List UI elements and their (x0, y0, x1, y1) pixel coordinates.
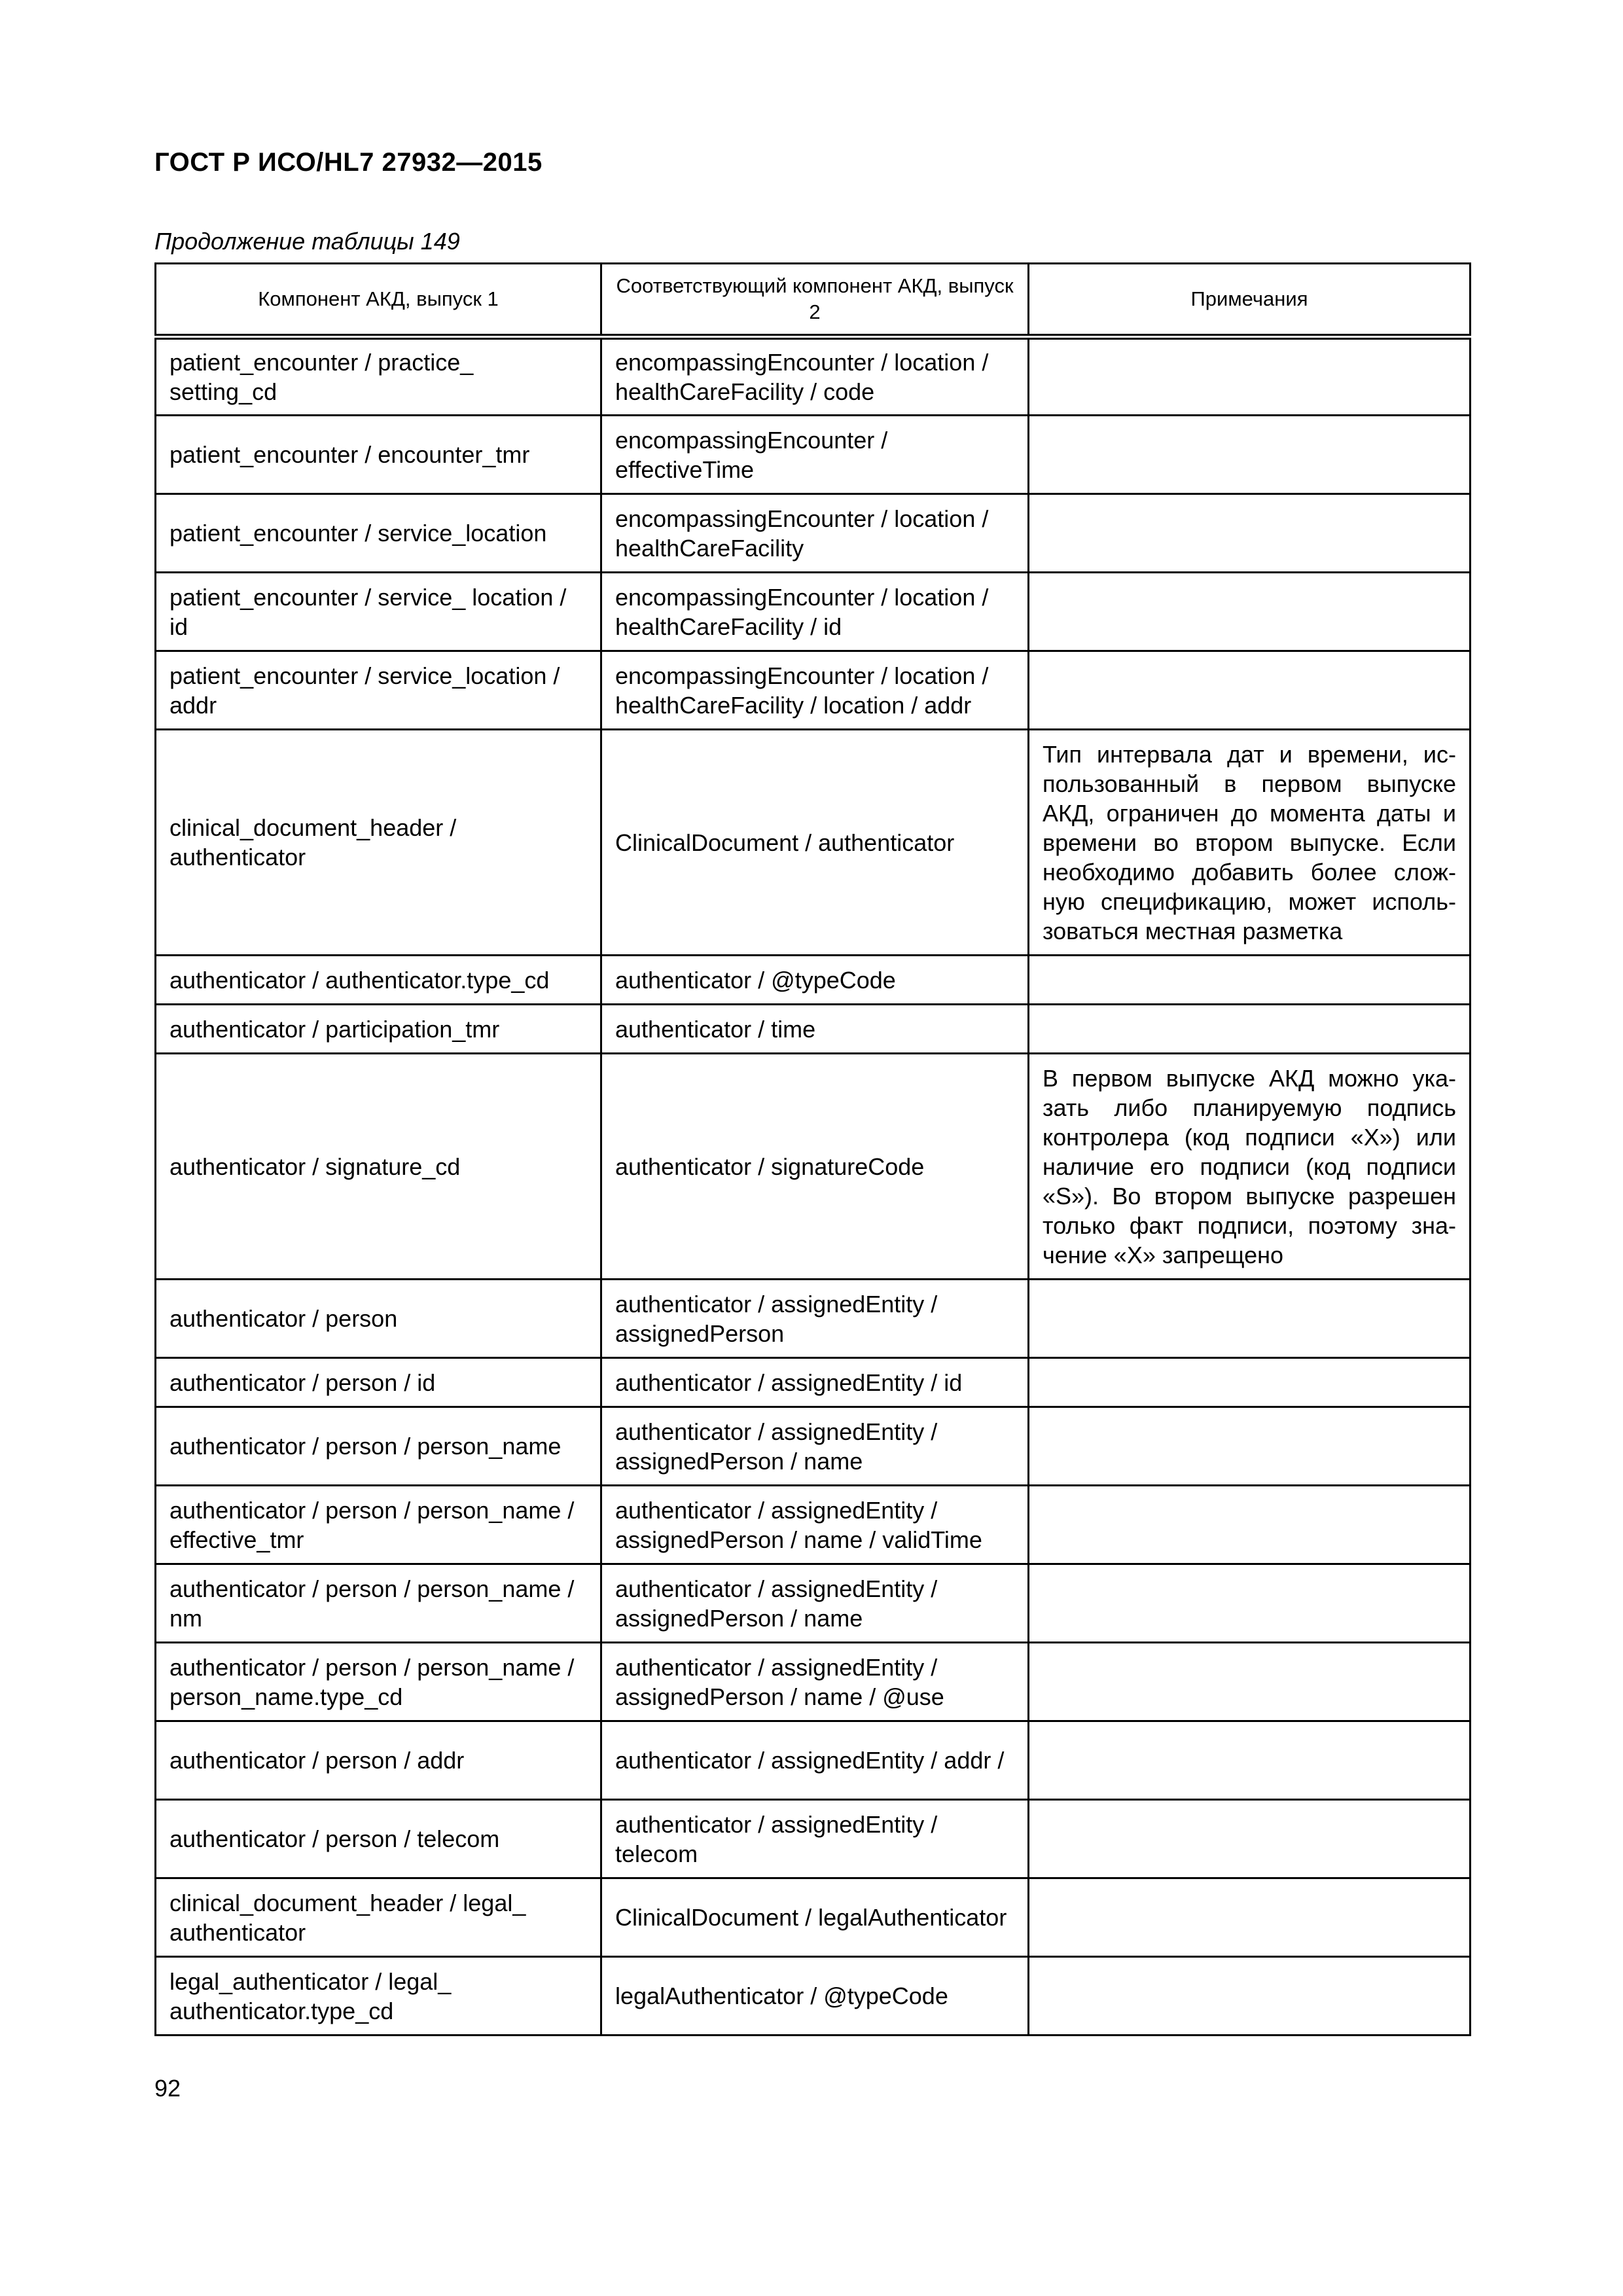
cell-release1: patient_encounter / service_location / addr (156, 651, 601, 730)
table-row (156, 1643, 1471, 1721)
cell-release1: patient_encounter / service_ location / id (156, 573, 601, 651)
cell-notes (1029, 1407, 1471, 1486)
cell-release1: authenticator / person / id (156, 1358, 601, 1407)
cell-release1: authenticator / person / person_name / person_name.type_cd (156, 1643, 601, 1721)
cell-notes (1029, 1800, 1471, 1878)
cell-release1: legal_authenticator / legal_ authenticator.type_cd (156, 1957, 601, 2036)
cell-notes (1029, 1643, 1471, 1721)
cell-release2: encompassingEncounter / effectiveTime (601, 416, 1029, 494)
column-header-release1: Компонент АКД, выпуск 1 (156, 264, 601, 337)
cell-release2: encompassingEncounter / location / healthCareFacility / code (601, 337, 1029, 416)
cell-notes (1029, 1878, 1471, 1957)
cell-release2: ClinicalDocument / authenticator (601, 730, 1029, 956)
cell-release2: authenticator / assignedEntity / assignedPerson / name (601, 1407, 1029, 1486)
table-row (156, 651, 1471, 730)
cell-notes (1029, 651, 1471, 730)
cell-release1: authenticator / person / person_name (156, 1407, 601, 1486)
cell-release1: authenticator / person / addr (156, 1721, 601, 1800)
table-row (156, 1358, 1471, 1407)
cell-notes (1029, 573, 1471, 651)
cell-release1: authenticator / person / telecom (156, 1800, 601, 1878)
cell-release2: legalAuthenticator / @typeCode (601, 1957, 1029, 2036)
cell-notes (1029, 337, 1471, 416)
cell-notes (1029, 1358, 1471, 1407)
cell-release1: patient_encounter / practice_ setting_cd (156, 337, 601, 416)
cell-release1: clinical_document_header / legal_ authenticator (156, 1878, 601, 1957)
cell-release1: authenticator / person / person_name / effective_tmr (156, 1486, 601, 1564)
table-row (156, 1486, 1471, 1564)
cell-release2: authenticator / assignedEntity / assignedPerson / name / validTime (601, 1486, 1029, 1564)
table-row (156, 494, 1471, 573)
table-row (156, 1878, 1471, 1957)
cell-release2: authenticator / assignedEntity / assignedPerson / name / @use (601, 1643, 1029, 1721)
page-number: 92 (154, 2075, 181, 2102)
table-row (156, 337, 1471, 416)
cell-release2: encompassingEncounter / location / healthCareFacility / id (601, 573, 1029, 651)
column-header-release2: Соответствующий компонент АКД, выпуск 2 (601, 264, 1029, 337)
table-row (156, 573, 1471, 651)
cell-notes (1029, 956, 1471, 1005)
table-row (156, 730, 1471, 956)
cell-notes (1029, 1564, 1471, 1643)
cell-release2: ClinicalDocument / legalAuthenticator (601, 1878, 1029, 1957)
cell-release1: authenticator / person / person_name / nm (156, 1564, 601, 1643)
table-row (156, 1721, 1471, 1800)
table-row (156, 1054, 1471, 1280)
cell-release1: authenticator / authenticator.type_cd (156, 956, 601, 1005)
cell-release2: authenticator / assignedEntity / telecom (601, 1800, 1029, 1878)
table-header-row (156, 264, 1471, 337)
cell-notes (1029, 1005, 1471, 1054)
cell-release2: authenticator / assignedEntity / assignedPerson / name (601, 1564, 1029, 1643)
document-title: ГОСТ Р ИСО/HL7 27932—2015 (154, 148, 543, 177)
cell-release2: authenticator / assignedEntity / assignedPerson (601, 1280, 1029, 1358)
cell-notes: Тип интервала дат и времени, использованный в первом выпуске АКД, ограничен до момента даты и времени во втором выпуске. Если необходимо добавить более сложную спецификацию, может использоваться местная разметка (1029, 730, 1471, 956)
cell-notes (1029, 416, 1471, 494)
table-row (156, 1564, 1471, 1643)
cell-release1: authenticator / person (156, 1280, 601, 1358)
cell-notes (1029, 494, 1471, 573)
cell-notes: В первом выпуске АКД можно указать либо планируемую подпись контролера (код подписи «X») или наличие его подписи (код подписи «S»). Во втором выпуске разрешен только факт подписи, поэтому значение «X» запрещено (1029, 1054, 1471, 1280)
table-row (156, 1005, 1471, 1054)
cell-release2: authenticator / assignedEntity / addr / (601, 1721, 1029, 1800)
table-row (156, 1407, 1471, 1486)
cell-release2: authenticator / @typeCode (601, 956, 1029, 1005)
cell-release2: authenticator / assignedEntity / id (601, 1358, 1029, 1407)
cell-notes (1029, 1721, 1471, 1800)
cell-release2: authenticator / time (601, 1005, 1029, 1054)
table-row (156, 416, 1471, 494)
cell-release1: patient_encounter / service_location (156, 494, 601, 573)
cell-notes (1029, 1957, 1471, 2036)
table-row (156, 1280, 1471, 1358)
table-row (156, 956, 1471, 1005)
cell-release2: encompassingEncounter / location / healthCareFacility (601, 494, 1029, 573)
table-row (156, 1800, 1471, 1878)
column-header-notes: Примечания (1029, 264, 1471, 337)
cell-notes (1029, 1280, 1471, 1358)
cell-release1: authenticator / participation_tmr (156, 1005, 601, 1054)
table-row (156, 1957, 1471, 2036)
cell-release1: clinical_document_header / authenticator (156, 730, 601, 956)
cell-release1: patient_encounter / encounter_tmr (156, 416, 601, 494)
cell-release1: authenticator / signature_cd (156, 1054, 601, 1280)
cell-notes (1029, 1486, 1471, 1564)
cell-release2: authenticator / signatureCode (601, 1054, 1029, 1280)
cell-release2: encompassingEncounter / location / healthCareFacility / location / addr (601, 651, 1029, 730)
table-caption: Продолжение таблицы 149 (154, 228, 460, 255)
mapping-table (154, 262, 1471, 2036)
